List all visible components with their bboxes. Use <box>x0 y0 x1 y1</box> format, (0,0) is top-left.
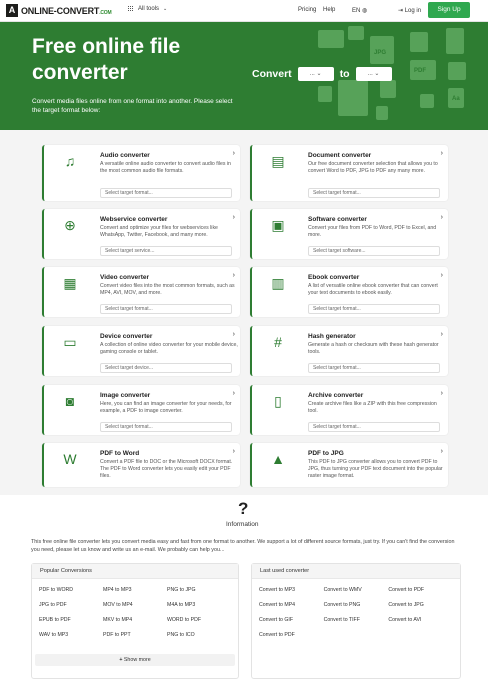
music-file-icon <box>318 86 332 102</box>
logo-mark: A <box>6 4 18 17</box>
popular-conversions-list <box>32 579 238 641</box>
converter-card[interactable] <box>42 145 240 201</box>
music-note-icon: ♫ <box>64 153 76 169</box>
last-used-title: Last used converter <box>252 564 460 579</box>
music-note-icon <box>380 80 396 98</box>
converter-title[interactable]: PDF to JPG <box>308 450 344 457</box>
target-format-dropdown[interactable] <box>100 363 232 373</box>
popular-conversion-link[interactable]: PNG to ICO <box>167 632 195 638</box>
pricing-link[interactable]: Pricing <box>298 7 317 13</box>
converter-description: Convert and optimize your files for webservices like WhatsApp, Twitter, Facebook, and many more. <box>100 225 218 239</box>
quick-convert <box>252 67 392 81</box>
converter-card[interactable] <box>42 326 240 376</box>
information-title: Information <box>226 521 259 528</box>
last-used-link[interactable]: Convert to MP4 <box>259 602 296 608</box>
chevron-right-icon[interactable]: › <box>232 448 235 455</box>
converter-card[interactable] <box>250 443 448 487</box>
converter-description: Our free document converter selection that allows you to convert Word to PDF, JPG to PDF any many more. <box>308 161 438 175</box>
signup-button[interactable]: Sign Up <box>428 2 470 18</box>
tablet-icon: ▭ <box>63 334 77 350</box>
word-file-icon: W <box>63 451 77 467</box>
chart-file-icon <box>446 28 464 54</box>
source-format-select[interactable]: ... ⌄ <box>298 67 334 81</box>
converter-title[interactable]: Hash generator <box>308 333 356 340</box>
dropdown-placeholder: Select target format... <box>313 190 361 196</box>
login-link[interactable] <box>398 7 421 14</box>
converter-title[interactable]: Image converter <box>100 392 151 399</box>
converter-title[interactable]: Device converter <box>100 333 153 340</box>
dropdown-placeholder: Select target service... <box>105 248 155 254</box>
chevron-right-icon[interactable]: › <box>232 390 235 397</box>
video-file-icon <box>410 32 428 52</box>
archive-icon: ▯ <box>274 393 282 409</box>
hero-banner <box>0 22 488 130</box>
dropdown-placeholder: Select target software... <box>313 248 366 254</box>
convert-label: Convert <box>252 68 292 80</box>
globe-icon: ◍ <box>362 8 368 14</box>
converter-title[interactable]: Archive converter <box>308 392 364 399</box>
popular-conversion-link[interactable]: MP4 to MP3 <box>103 587 132 593</box>
chevron-right-icon[interactable]: › <box>440 272 443 279</box>
last-used-link[interactable]: Convert to PDF <box>388 587 425 593</box>
last-used-link[interactable]: Convert to WMV <box>323 587 362 593</box>
login-label: Log in <box>404 8 422 14</box>
books-icon: ▥ <box>271 275 285 291</box>
converter-title[interactable]: Video converter <box>100 274 150 281</box>
converter-description: Convert your files from PDF to Word, PDF to Excel, and more. <box>308 225 437 239</box>
target-format-dropdown[interactable] <box>308 246 440 256</box>
chevron-right-icon[interactable]: › <box>440 150 443 157</box>
converter-description: Here, you can find an image converter for your needs, for example, a PDF to image converter. <box>100 401 232 415</box>
information-text: This free online file converter lets you convert media easy and fast from one format to another. We support a lot of different source formats, just try. If you can't find the conversion you need, please let us know and write us an e-mail. We probably can help you... <box>31 539 455 553</box>
popular-conversion-link[interactable]: M4A to MP3 <box>167 602 196 608</box>
chevron-right-icon[interactable]: › <box>232 214 235 221</box>
font-file-label: Aa <box>452 96 460 102</box>
chevron-down-icon: ⌄ <box>163 6 168 12</box>
converter-title[interactable]: Ebook converter <box>308 274 360 281</box>
converter-card[interactable] <box>250 145 448 201</box>
logo-text <box>21 6 111 16</box>
target-format-dropdown[interactable] <box>308 422 440 432</box>
popular-conversions-title: Popular Conversions <box>32 564 238 579</box>
converter-description: This PDF to JPG converter allows you to convert PDF to JPG, thus turning your PDF text document into the popular raster image format. <box>308 459 443 480</box>
chevron-right-icon[interactable]: › <box>440 331 443 338</box>
image-file-icon: ▲ <box>271 451 285 467</box>
popular-conversion-link[interactable]: MKV to MP4 <box>103 617 133 623</box>
hash-icon: # <box>274 334 282 350</box>
trend-chart-icon <box>338 80 368 116</box>
logo[interactable] <box>6 4 111 17</box>
converter-card[interactable] <box>250 326 448 376</box>
camera-icon: ◙ <box>65 393 75 409</box>
dropdown-placeholder: Select target format... <box>313 306 361 312</box>
converter-card[interactable] <box>250 267 448 317</box>
last-used-link[interactable]: Convert to TIFF <box>323 617 360 623</box>
question-icon: ? <box>238 499 249 518</box>
popular-conversion-link[interactable]: PNG to JPG <box>167 587 196 593</box>
target-format-select[interactable]: ... ⌄ <box>356 67 392 81</box>
last-used-list <box>252 579 460 641</box>
jpg-file-label: JPG <box>374 50 387 56</box>
last-used-panel <box>251 563 461 679</box>
show-more-button[interactable] <box>35 654 235 666</box>
image-file-icon <box>448 62 466 80</box>
last-used-link[interactable]: Convert to GIF <box>259 617 294 623</box>
document-icon: ▤ <box>271 153 285 169</box>
converter-description: A versatile online audio converter to convert audio files in the most common audio file formats. <box>100 161 231 175</box>
converter-card[interactable] <box>42 443 240 487</box>
page-title: Free online file converter <box>32 35 181 84</box>
film-icon: ▦ <box>63 275 77 291</box>
converter-description: Create archive files like a ZIP with this free compression tool. <box>308 401 437 415</box>
converter-title[interactable]: PDF to Word <box>100 450 140 457</box>
dropdown-placeholder: Select target device... <box>105 365 154 371</box>
all-tools-label: All tools <box>138 6 160 12</box>
help-link[interactable]: Help <box>323 7 336 13</box>
logo-main-text: ONLINE-CONVERT <box>21 5 100 16</box>
logo-suffix: .COM <box>99 9 112 16</box>
globe-icon: ⊕ <box>64 217 76 233</box>
document-icon <box>420 94 434 108</box>
converter-card[interactable] <box>250 209 448 259</box>
target-format-dropdown[interactable] <box>100 246 232 256</box>
converter-description: A collection of online video converter for your mobile device, gaming console or tablet. <box>100 342 238 356</box>
dropdown-placeholder: Select target format... <box>105 424 153 430</box>
popular-conversions-panel <box>31 563 239 679</box>
language-label: EN <box>352 8 361 14</box>
show-more-label: Show more <box>123 657 151 663</box>
last-used-link[interactable]: Convert to PDF <box>259 632 295 638</box>
converter-description: A list of versatile online ebook converter that can convert your text documents to ebook easily. <box>308 283 438 297</box>
sheet-icon <box>376 106 388 120</box>
converter-title[interactable]: Document converter <box>308 152 372 159</box>
top-navbar <box>0 0 488 22</box>
converter-card[interactable] <box>250 385 448 435</box>
language-selector[interactable] <box>352 7 367 14</box>
target-format-dropdown[interactable] <box>308 363 440 373</box>
chevron-right-icon[interactable]: › <box>232 331 235 338</box>
converter-description: Convert a PDF file to DOC or the Microsoft DOCX format. The PDF to Word converter lets you easily edit your PDF files. <box>100 459 233 480</box>
dropdown-placeholder: Select target format... <box>105 306 153 312</box>
converter-description: Convert video files into the most common formats, such as MP4, AVI, MOV, and more. <box>100 283 235 297</box>
last-used-link[interactable]: Convert to PNG <box>323 602 361 608</box>
converter-title[interactable]: Software converter <box>308 216 367 223</box>
popular-conversion-link[interactable]: JPG to PDF <box>39 602 67 608</box>
popular-conversion-link[interactable]: PDF to PPT <box>103 632 131 638</box>
all-tools-menu[interactable] <box>128 6 167 12</box>
popular-conversion-link[interactable]: EPUB to PDF <box>39 617 71 623</box>
last-used-link[interactable]: Convert to MP3 <box>259 587 296 593</box>
chevron-right-icon[interactable]: › <box>440 448 443 455</box>
chevron-right-icon[interactable]: › <box>440 390 443 397</box>
target-format-dropdown[interactable] <box>100 422 232 432</box>
source-format-value: ... <box>309 71 315 77</box>
converter-card[interactable] <box>42 267 240 317</box>
target-format-dropdown[interactable] <box>100 304 232 314</box>
pdf-file-label: PDF <box>414 68 426 74</box>
login-icon: ⇥ <box>398 8 404 14</box>
grid-icon <box>128 6 134 12</box>
converter-title[interactable]: Webservice converter <box>100 216 168 223</box>
target-format-dropdown[interactable] <box>308 304 440 314</box>
envelope-icon <box>318 30 344 48</box>
popular-conversion-link[interactable]: PDF to WORD <box>39 587 74 593</box>
popular-conversion-link[interactable]: WAV to MP3 <box>39 632 69 638</box>
popular-conversion-link[interactable]: MOV to MP4 <box>103 602 133 608</box>
last-used-link[interactable]: Convert to JPG <box>388 602 424 608</box>
dropdown-placeholder: Select target format... <box>313 424 361 430</box>
converter-card[interactable] <box>42 385 240 435</box>
converter-description: Generate a hash or checksum with these hash generator tools. <box>308 342 439 356</box>
dropdown-placeholder: Select target format... <box>105 190 153 196</box>
chevron-right-icon[interactable]: › <box>232 272 235 279</box>
dropdown-placeholder: Select target format... <box>313 365 361 371</box>
monitor-icon: ▣ <box>271 217 285 233</box>
hero-subtitle: Convert media files online from one format into another. Please select the target format below: <box>32 98 233 114</box>
to-label: to <box>339 68 350 80</box>
chevron-right-icon[interactable]: › <box>232 150 235 157</box>
chevron-right-icon[interactable]: › <box>440 214 443 221</box>
target-format-dropdown[interactable] <box>308 188 440 198</box>
target-format-dropdown[interactable] <box>100 188 232 198</box>
popular-conversion-link[interactable]: WORD to PDF <box>167 617 202 623</box>
chart-file-icon <box>348 26 364 40</box>
target-format-value: ... <box>367 71 373 77</box>
last-used-link[interactable]: Convert to AVI <box>388 617 422 623</box>
plus-icon: + <box>119 657 123 663</box>
converter-title[interactable]: Audio converter <box>100 152 150 159</box>
converter-card[interactable] <box>42 209 240 259</box>
